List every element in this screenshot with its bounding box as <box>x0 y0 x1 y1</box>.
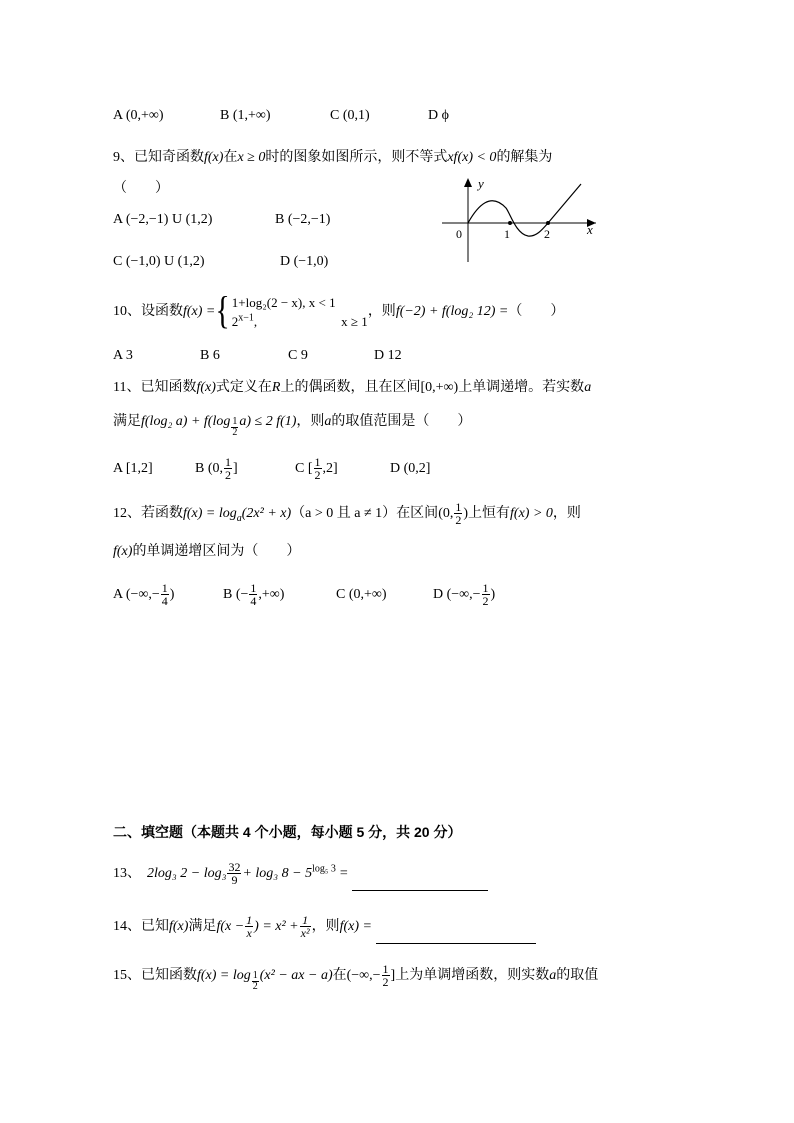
q8-options <box>113 106 449 126</box>
q12-option-d: D (−∞,− $\frac{1}{2}$ ) <box>433 581 496 609</box>
q9-function-graph <box>436 172 602 267</box>
q9-option-b: B (−2,−1) <box>275 212 331 227</box>
q8-option-a: A (0,+∞) <box>113 108 164 123</box>
point-1 <box>508 221 512 225</box>
q10-option-a: A 3 <box>113 348 133 363</box>
q9-option-a: A (−2,−1) U (1,2) <box>113 212 213 227</box>
q8-option-b: B (1,+∞) <box>220 108 271 123</box>
q10-piecewise: 1+log₂(2 − x), x < 1 $2^{x-1}$, x ≥ 1 <box>231 294 368 329</box>
q13-answer-blank[interactable] <box>352 874 488 891</box>
q11-option-b: B (0, $\frac{1}{2}$ ] <box>195 455 238 483</box>
q12-option-a: A (−∞,− $\frac{1}{4}$ ) <box>113 581 175 609</box>
origin-label: 0 <box>456 227 462 241</box>
y-axis-label: y <box>478 176 484 191</box>
q12-option-b: B (− $\frac{1}{4}$ ,+∞) <box>223 581 285 609</box>
q11-line2: 满足f(log₂ a) + f(log $\frac{1}{2}$ a) ≤ 2 f(1)，则a的取值范围是（ ） <box>113 414 472 438</box>
q11-stem: 11、已知函数f(x)式定义在R上的偶函数，且在区间[0,+∞)上单调递增。若实数a <box>113 380 592 395</box>
section-heading: 二、填空题（本题共 4 个小题，每小题 5 分，共 20 分） <box>113 824 462 840</box>
q12-option-c: C (0,+∞) <box>336 587 387 602</box>
q10-option-d: D 12 <box>374 348 402 363</box>
q9-options-row1 <box>113 210 330 230</box>
q11-option-c: C [ $\frac{1}{2}$ ,2] <box>295 455 338 483</box>
q10-stem: 10、设函数f(x) ={ 1+log₂(2 − x), x < 1 $2^{x-1}$, x ≥ 1 ，则f(−2) + f(log₂ 12) =（ ） <box>113 289 565 333</box>
q9-paren: （ ） <box>113 181 169 196</box>
q13-line: 13、 2log₃ 2 − log₃ $\frac{32}{9}$ + log₃ $8 - 5^{log_5 3}$ = <box>113 857 488 891</box>
q11-options <box>113 452 430 486</box>
q12-options <box>113 578 495 612</box>
tick-label-2: 2 <box>544 227 550 241</box>
q10-options <box>113 346 402 366</box>
q10-brace: { <box>215 289 230 333</box>
q9-stem: 9、已知奇函数f(x)在x ≥ 0时的图象如图所示，则不等式xf(x) < 0的解集为 <box>113 150 553 165</box>
point-2 <box>546 221 550 225</box>
tick-label-1: 1 <box>504 227 510 241</box>
q9-options-row2 <box>113 252 328 272</box>
q12-stem: 12、若函数$f(x) = \log_a(2x^2 + x)(a > 0$ 且 a ≠ 1）在区间(0, $\frac{1}{2}$ )上恒有f(x) > 0，则 <box>113 500 581 528</box>
q12-line2: f(x)的单调递增区间为（ ） <box>113 544 301 559</box>
function-curve <box>468 184 581 236</box>
y-axis-arrow-icon <box>464 178 472 187</box>
x-axis-label: x <box>587 222 593 237</box>
q15-line: 15、已知函数f(x) = log $\frac{1}{2}$ (x² − ax − a)在(−∞,− $\frac{1}{2}$ ]上为单调增函数，则实数a的取值 <box>113 962 599 992</box>
q11-option-d: D (0,2] <box>390 461 431 476</box>
q11-option-a: A [1,2] <box>113 461 153 476</box>
q10-option-c: C 9 <box>288 348 308 363</box>
q14-line: 14、已知f(x)满足f(x − $\frac{1}{x}$ ) = x² + $\frac{1}{\text{x²}}$ ，则f(x) = <box>113 910 536 944</box>
q10-option-b: B 6 <box>200 348 220 363</box>
q9-option-d: D (−1,0) <box>280 254 329 269</box>
q8-option-c: C (0,1) <box>330 108 370 123</box>
q14-answer-blank[interactable] <box>376 927 536 944</box>
q8-option-d: D ϕ <box>428 108 449 123</box>
q9-option-c: C (−1,0) U (1,2) <box>113 254 205 269</box>
